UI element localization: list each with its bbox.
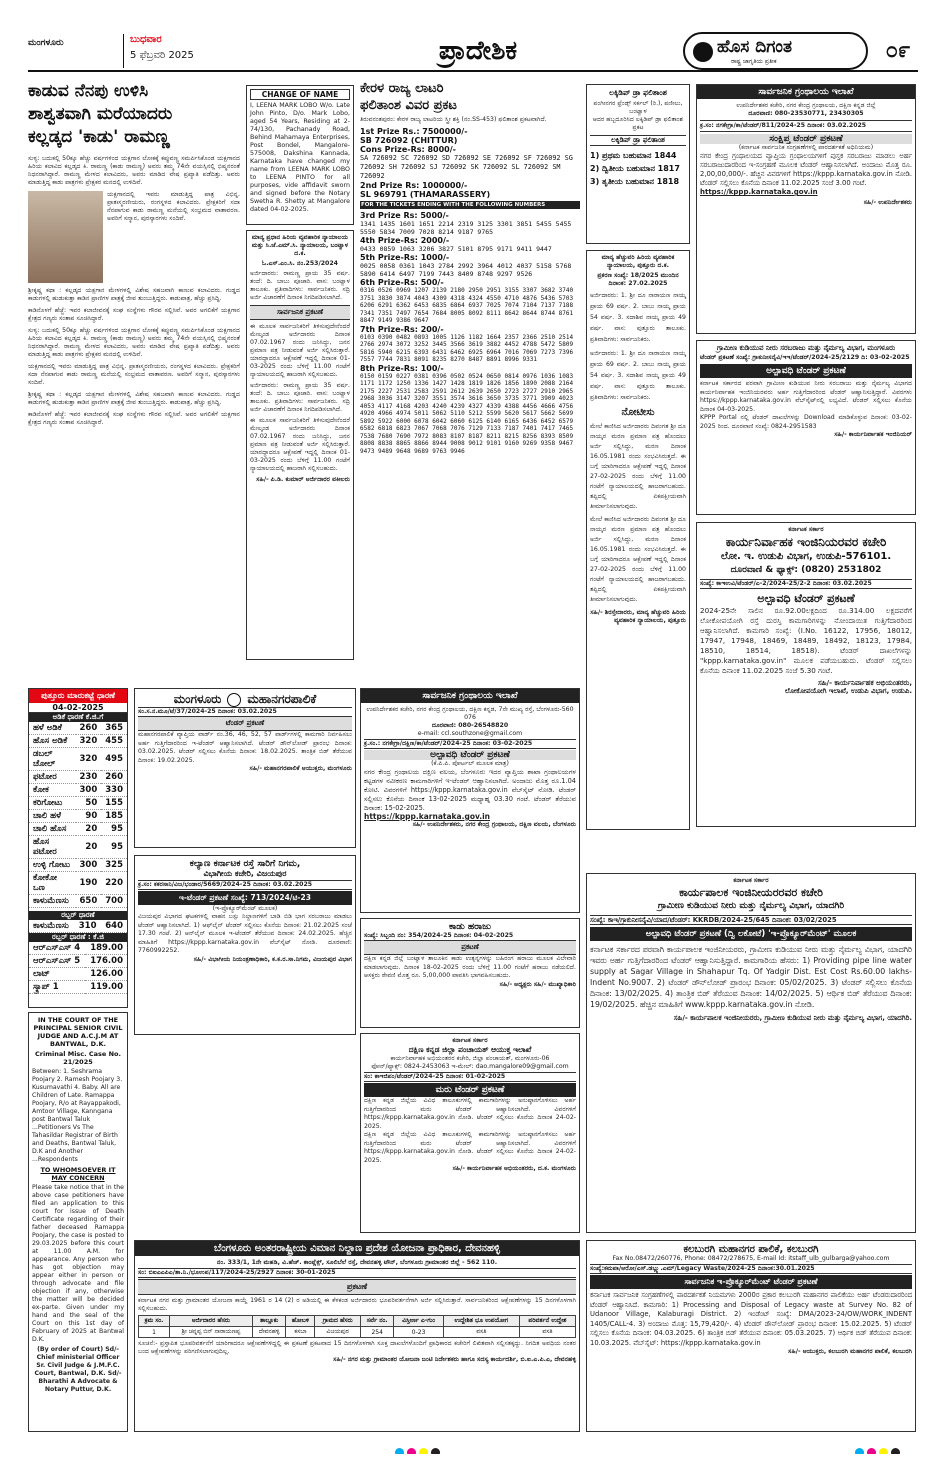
rubber-rate-row-cell: 310 [74, 920, 100, 933]
rate-row [29, 797, 127, 810]
mcc-tender-label: ಟೆಂಡರ್ ಪ್ರಕಟಣೆ [138, 716, 352, 731]
biaapa-header-cell: ತಾಲ್ಲೂಕು [252, 1316, 286, 1327]
library-ref: ಕ್ರ.ಸಂ: ನಗಕೇಗ್ರಾ/ಕಾ/ಟೆಂಡರ್/811/2024-25 ದಿನಾಂಕ: 03.02.2025 [700, 120, 912, 132]
lucky-note: ಆದರ ಹಬ್ಬದೂರಿಸಿದ ಲಕ್ಕಿಡಿಪ್ ಡ್ರಾ ಫಲಿತಾಂಶ ಪ್ರಕಟ [592, 116, 684, 131]
lucky-dip-result [586, 84, 690, 244]
magenta-dot [407, 1448, 416, 1454]
biaapa-body2: ಸೂಚನೆ:- ಪ್ರಸ್ತಾಪಿತ ಭೂಪರಿವರ್ತನೆಗೆ ಯಾರಿಗಾದರೂ ಆಕ್ಷೇಪಣೆಗಳಿದ್ದಲ್ಲಿ ಈ ಪ್ರಕಟಣೆ ಪ್ರಕಟವಾದ 15 ದಿನಗಳೊಳಗಾಗಿ ಸೂಕ್ತ ದಾಖಲೆಗಳೊಂದಿಗೆ ಪ್ರಾಧಿಕಾರದ ಕಚೇರಿಗೆ ಲಿಖಿತವಾಗಿ ಸಲ್ಲಿಸತಕ್ಕದ್ದು. ನಿಗದಿತ ಅವಧಿಯ ನಂತರ ಬಂದ ಆಕ್ಷೇಪಣೆಗಳನ್ನು ಪರಿಗಣಿಸಲಾಗುವುದಿಲ್ಲ. [138, 1340, 576, 1355]
lucky-title: ಲಕ್ಕಿಡಿಪ್ ಡ್ರಾ ಫಲಿತಾಂಶ [609, 88, 667, 97]
lead-body-1: ಸುಳ್ಯ: ಬದುಕಲ್ಲಿ 50ಕ್ಕೂ ಹೆಚ್ಚು ವರ್ಷಗಳಿಂದ ಯಕ್ಷಗಾನ ಲೋಕಕ್ಕೆ ಕಪ್ಪುವಣ್ಣ ಸಮರ್ಪಿಸಿಕೊಂಡ ಯಕ್ಷಗಾನದ ಹಿರಿಯ ಕಲಾವಿದ ಕಲ್ಲಡ್ಕದ ಕಿ. ರಾಮಣ್ಣ (ಕಾಡು ರಾಮಣ್ಣ) ಅವರು ತಮ್ಮ 74ನೇ ವಯಸ್ಸಿನಲ್ಲಿ ಭಿಷ್ಮನರಂತೆ ನಿಧನರಾಗಿದ್ದಾರೆ. ರಾಮಣ್ಣ ಮೇಳದ ಕಲಾವಿದರು, ಅವರು ಮಾಡಿದ ವೇಷ ಪ್ರಖ್ಯಾತಿ ಪಡೆದಿತ್ತು. ಅವರು ಮಾಡುತ್ತಿದ್ದ ಕಾಡು ಪಾತ್ರಗಳು ಪ್ರೇಕ್ಷಕರ ಮನದಲ್ಲಿ ಉಳಿದಿವೆ. [28, 155, 240, 186]
cyan-dot [395, 1448, 404, 1454]
mcc-ref: ಸಂ.ಸ.ನ.ಮೂ/ಟೆ/37/2024-25 ದಿನಾಂಕ: 03.02.2025 [138, 708, 277, 715]
court2-notice-body: ಮೇಲೆ ಕಾಣಿಸಿದ ಅರ್ಜಿದಾರರು ದಿವಂಗತ ಶ್ರೀ ದೂ ನಾಯ್ಕರ ಮರಣ ಪ್ರಮಾಣ ಪತ್ರ ಹೊಂದಲು ಅರ್ಜಿ ಸಲ್ಲಿಸಿದ್ದು, ಮರಣ ದಿನಾಂಕ 16.05.1981 ರಂದು ಸಂಭವಿಸಿರುತ್ತದೆ. ಈ ಬಗ್ಗೆ ಯಾರಿಗಾದರೂ ಆಕ್ಷೇಪಣೆ ಇದ್ದಲ್ಲಿ ದಿನಾಂಕ 27-02-2025 ರಂದು ಬೆಳಿಗ್ಗೆ 11.00 ಗಂಟೆಗೆ ನ್ಯಾಯಾಲಯದಲ್ಲಿ ಹಾಜರಾಗಬಹುದು. ತಪ್ಪಿದಲ್ಲಿ ಏಕಪಕ್ಷೀಯವಾಗಿ ತೀರ್ಮಾನಿಸಲಾಗುವುದು. [590, 423, 686, 510]
rubber-rate-row-cell: 640 [101, 920, 127, 933]
biaapa-cell: 1 [139, 1327, 170, 1338]
court-notice-english [28, 1012, 128, 1432]
library2-addr: ಉಪನಿರ್ದೇಶಕರ ಕಚೇರಿ, ನಗರ ಕೇಂದ್ರ ಗ್ರಂಥಾಲಯ, ದಕ್ಷಿಣ ಕನ್ನಡ, 7ನೇ ಮುಖ್ಯ ರಸ್ತೆ, ಬೆಂಗಳೂರು-560 076 [366, 706, 574, 721]
yellow-dot [879, 1448, 888, 1454]
udupi-sign: ಸಹಿ/- ಕಾರ್ಯನಿರ್ವಾಹಕ ಅಭಿಯಂತರರು, [817, 679, 912, 687]
rate-row [29, 771, 127, 784]
rate-row [29, 784, 127, 797]
rate-row-cell: 220 [101, 872, 127, 895]
lottery-sixth-nos: 0316 0526 0969 1207 2139 2180 2950 2951 3155 3307 3682 3740 3751 3830 3874 4043 4309 4318 4324 4550 4710 4876 5436 5703 6206 6291 6362 6453 6835 6864 6937 7025 7074 7104 7137 7188 7341 7351 7497 7654 7684 8005 8092 8111 8642 8644 8744 8761 8847 9149 9386 9647 [360, 287, 574, 324]
rate-row-cell: ಕಾಳುಮೆಣಸು [29, 895, 76, 908]
lottery-cons-nos: SA 726092 SC 726092 SD 726092 SE 726092 SF 726092 SG 726092 SH 726092 SJ 726092 SK 726092 SL 726092 SM 726092 [360, 154, 573, 180]
mcc-emblem-icon [227, 693, 241, 707]
biaapa-notice-label: ಪ್ರಕಟಣೆ [138, 1279, 576, 1295]
rate-row-cell: ಫಟೋರ [29, 771, 76, 784]
court-notice-bantwal [246, 230, 354, 660]
rubber-rate-row [29, 920, 127, 933]
biaapa-header-cell: ಉದ್ದೇಶಿತ ಭೂ ಉಪಯೋಗ [443, 1316, 519, 1327]
court-notice-puttur [586, 250, 690, 830]
library2-dept: ಸಾರ್ವಜನಿಕ ಗ್ರಂಥಾಲಯ ಇಲಾಖೆ [361, 689, 579, 703]
rate-row-cell: 260 [101, 771, 127, 784]
header-day: ಬುಧವಾರ [130, 34, 162, 45]
rate-row-cell: ಹೊಸ ಪಟೋರ [29, 836, 76, 859]
rate-row [29, 872, 127, 895]
lottery-first-no: SB 726092 (CHITTUR) [360, 136, 458, 145]
biaapa-header-cell: ಗ್ರಾಮದ ಹೆಸರು [315, 1316, 360, 1327]
magenta-dot [867, 1448, 876, 1454]
village-title: ಅಲ್ಪಾವಧಿ ಟೆಂಡರ್ ಪ್ರಕಟಣೆ [700, 364, 912, 378]
biaapa-header-cell: ವಿಸ್ತೀರ್ಣ ಎ-ಗುಂ [394, 1316, 443, 1327]
court-notice-sign: ಸಹಿ/- ಪಿ.ಡಿ. ಕುಮಾರ್ ಅರ್ಜಿದಾರರ ವಕೀಲರು [256, 476, 350, 483]
change-of-name-body: I, LEENA MARK LOBO W/o. Late John Pinto, D/o. Mark Lobo, aged 54 Years, Residing at 2-74/130, Pachanady Road, Behind Mahamaya Enterprises, Post Bondel, Mangalore-575008, Dakshina Kannada, Karnataka have changed my name from LEENA MARK LOBO to LEENA PINTO for all purposes, vide affidavit sworn and signed before the Notary Swetha R. Shetty at Mangalore dated 04-02-2025. [250, 102, 350, 213]
lottery-sixth: 6th Prize-Rs: 500/- [360, 278, 444, 287]
registration-colorbar-right [855, 1442, 915, 1454]
court2-sign: ಸಹಿ/- ಶಿರಸ್ತೇದಾರರು, ಮಾನ್ಯ ಹೆಚ್ಚುವರಿ ಹಿರಿಯ ವ್ಯವಹಾರಿಕ ನ್ಯಾಯಾಲಯ, ಪುತ್ತೂರು [590, 609, 686, 624]
change-of-name-title: CHANGE OF NAME [250, 89, 350, 100]
rate-row-cell: 185 [101, 810, 127, 823]
kalaburagi-contact: Fax No.08472/260776, Phone: 08472/278675, E-mail Id: itstaff_ulb_gulbarga@yahoo.com [612, 1255, 890, 1262]
rubber-sub: ರಬ್ಬರ್ ಧಾರಣೆ : ಕೆ.ಜಿ [29, 933, 127, 942]
biaapa-header-cell: ಹೋಬಳಿ [286, 1316, 315, 1327]
village-kppp: KPPP Portal ನಲ್ಲಿ ಟೆಂಡರ್ ದಾಖಲೆಗಳನ್ನು Download ಮಾಡಿಕೊಳ್ಳುವ ದಿನಾಂಕ: 03-02-2025 ರಿಂದ. ದೂರವಾಣಿ ಸಂಖ್ಯೆ: 0824-2951583 [700, 414, 912, 430]
rate-row-cell: ಕೋಕ [29, 784, 76, 797]
rate-row-cell: ಡಬಲ್ ಚೋಲ್ [29, 748, 76, 771]
auction-body: ದಕ್ಷಿಣ ಕನ್ನಡ ಜಿಲ್ಲೆ ಬಂಟ್ವಾಳ ತಾಲೂಕಿನ ಕಾಡು ಉತ್ಪನ್ನಗಳನ್ನು ಬಹಿರಂಗ ಹರಾಜು ಮೂಲಕ ವಿಲೇವಾರಿ ಮಾಡಲಾಗುವುದು. ದಿನಾಂಕ 18-02-2025 ರಂದು ಬೆಳಿಗ್ಗೆ 11.00 ಗಂಟೆಗೆ ಹರಾಜು ನಡೆಯಲಿದೆ. ಆಸಕ್ತರು ಠೇವಣಿ ಮೊತ್ತ ರೂ. 5,00,000 ಪಾವತಿಸಿ ಭಾಗವಹಿಸಬಹುದು. [364, 955, 576, 979]
brand-logo-icon [693, 42, 713, 62]
biaapa-cell: ವಿಜಯಪುರ [315, 1327, 360, 1338]
rate-row-cell: 300 [76, 784, 102, 797]
rate-row-cell: 260 [76, 722, 102, 735]
village-body: ಕರ್ನಾಟಕ ಸರ್ಕಾರದ ಪರವಾಗಿ ಗ್ರಾಮೀಣ ಕುಡಿಯುವ ನೀರು ಸರಬರಾಜು ಮತ್ತು ನೈರ್ಮಲ್ಯ ವಿಭಾಗದ ಕಾರ್ಯನಿರ್ವಾಹಕ ಇಂಜಿನಿಯರವರು ಅರ್ಹ ಗುತ್ತಿಗೆದಾರರಿಂದ ಟೆಂಡರ್ ಆಹ್ವಾನಿಸುತ್ತಿದ್ದಾರೆ. ವಿವರಗಳು https://kppp.karnataka.gov.in ವೆಬ್‌ಸೈಟ್‌ನಲ್ಲಿ ಲಭ್ಯವಿದೆ. ಟೆಂಡರ್ ಸಲ್ಲಿಸಲು ಕೊನೆಯ ದಿನಾಂಕ 04-03-2025. [700, 380, 912, 413]
rate-row-cell: 650 [76, 895, 102, 908]
auction-title: ಕಾಡು ಹರಾಜು [448, 922, 492, 932]
biaapa-body: ಕರ್ನಾಟಕ ನಗರ ಮತ್ತು ಗ್ರಾಮಾಂತರ ಯೋಜನಾ ಕಾಯ್ದೆ 1961 ರ 14 (2) ರ ಅಡಿಯಲ್ಲಿ ಈ ಕೆಳಕಂಡ ಅರ್ಜಿದಾರರು ಭೂಪರಿವರ್ತನೆಗಾಗಿ ಅರ್ಜಿ ಸಲ್ಲಿಸಿರುತ್ತಾರೆ. ಸಾರ್ವಜನಿಕರಿಂದ ಆಕ್ಷೇಪಣೆಗಳನ್ನು 15 ದಿನಗಳೊಳಗಾಗಿ ಸಲ್ಲಿಸಬಹುದು. [138, 1297, 576, 1312]
biaapa-cell: ವಸತಿ [519, 1327, 575, 1338]
rubber-row-table [29, 920, 127, 933]
zp-body: ದಕ್ಷಿಣ ಕನ್ನಡ ಜಿಲ್ಲೆಯ ವಿವಿಧ ತಾಲೂಕುಗಳಲ್ಲಿ ಕಾಮಗಾರಿಗಳನ್ನು ಅನುಷ್ಠಾನಗೊಳಿಸಲು ಅರ್ಹ ಗುತ್ತಿಗೆದಾರರಿಂದ ಮರು ಟೆಂಡರ್ ಆಹ್ವಾನಿಸಲಾಗಿದೆ. ವಿವರಗಳಿಗೆ https://kppp.karnataka.gov.in ನೋಡಿ. ಟೆಂಡರ್ ಸಲ್ಲಿಸಲು ಕೊನೆಯ ದಿನಾಂಕ 24-02-2025. [364, 1097, 576, 1130]
rate-row-cell: ಚಾಲಿ ಹೊಸ [29, 823, 76, 836]
rate-row-cell: 95 [101, 836, 127, 859]
mcc-title: ಮಹಾನಗರಪಾಲಿಕೆ [247, 692, 317, 706]
biaapa-addr: ನಂ. 333/1, 1ನೇ ಮಹಡಿ, ವಿ.ಹೆಚ್. ಕಾಂಪ್ಲೆಕ್ಸ್, ಸೂಲಿಬೆಲೆ ರಸ್ತೆ, ದೇವನಹಳ್ಳಿ ಟೌನ್, ಬೆಂಗಳೂರು ಗ್ರಾಮಾಂತರ ಜಿಲ್ಲೆ - 562 110. [216, 1259, 498, 1266]
biaapa-table [138, 1315, 576, 1338]
library-dept: ಸಾರ್ವಜನಿಕ ಗ್ರಂಥಾಲಯ ಇಲಾಖೆ [697, 85, 915, 99]
change-of-name-notice [246, 85, 354, 225]
rubber-row [29, 981, 127, 994]
kalaburagi-sign: ಸಹಿ/- ಆಯುಕ್ತರು, ಕಲಬುರಗಿ ಮಹಾನಗರ ಪಾಲಿಕೆ, ಕಲಬುರಗಿ [788, 1348, 912, 1355]
library-sign: ಸಹಿ/- ಉಪನಿರ್ದೇಶಕರು [863, 199, 912, 206]
zp-addr: ಕಾರ್ಯನಿರ್ವಾಹಕ ಅಭಿಯಂತರರ ಕಚೇರಿ, ಜಿಲ್ಲಾ ಪಂಚಾಯತ್, ಮಂಗಳೂರು-06 [390, 1055, 550, 1062]
library2-sign: ಸಹಿ/- ಉಪನಿರ್ದೇಶಕರು, ನಗರ ಕೇಂದ್ರ ಗ್ರಂಥಾಲಯ, ದಕ್ಷಿಣ ವಲಯ, ಬೆಂಗಳೂರು [412, 821, 576, 828]
yellow-dot [419, 1448, 428, 1454]
yadgir-sub: ಗ್ರಾಮೀಣ ಕುಡಿಯುವ ನೀರು ಮತ್ತು ನೈರ್ಮಲ್ಯ ವಿಭಾಗ, ಯಾದಗಿರಿ [657, 901, 845, 911]
zp-dept: ದಕ್ಷಿಣ ಕನ್ನಡ ಜಿಲ್ಲಾ ಪಂಚಾಯತ್ ಆಯುಕ್ತ ಇಲಾಖೆ [408, 1045, 532, 1054]
biaapa-cell: 254 [360, 1327, 394, 1338]
village-dept: ಗ್ರಾಮೀಣ ಕುಡಿಯುವ ನೀರು ಸರಬರಾಜು ಮತ್ತು ನೈರ್ಮಲ್ಯ ವಿಭಾಗ, ಮಂಗಳೂರು [716, 344, 896, 352]
lead-body-3b: ಶ್ರೀಕೃಷ್ಣ ಕಥಾ : ಕಲ್ಲಡ್ಕದ ಯಕ್ಷಗಾನ ಮೇಳಗಳಲ್ಲಿ ವಿಶೇಷ ಸಹಜವಾಗಿ ಕಾಣುವ ಕಲಾವಿದರು. ಗುಡ್ಡದ ಕಾಡುಗಳಲ್ಲಿ ಹುಡುಕುತ್ತಾ ಕಾಡಿನ ಪ್ರಾಣಿಗಳ ಪಾತ್ರಕ್ಕೆ ಜೀವ ತುಂಬುತ್ತಿದ್ದರು. ಕಾಡುಪಾತ್ರ, ಹೆಚ್ಚು ಪ್ರಸಿದ್ಧಿ. [28, 391, 240, 406]
court2-body-2: ಅರ್ಜಿದಾರರು: 1. ಶ್ರೀ ದೂ ನಾರಾಯಣ ನಾಯ್ಕ ಪ್ರಾಯ 69 ವರ್ಷ. 2. ಬಾಬು ನಾಯ್ಕ ಪ್ರಾಯ 54 ವರ್ಷ. 3. ಸದಾಶಿವ ನಾಯ್ಕ ಪ್ರಾಯ 49 ವರ್ಷ. ವಾಸ: ಪುತ್ತೂರು ತಾಲೂಕು. ಪ್ರತಿವಾದಿಗಳು: ಸಾರ್ವಜನಿಕರು. [590, 350, 686, 401]
rubber-row [29, 942, 127, 955]
lottery-fifth-nos: 0025 0058 0361 1043 2784 2992 3964 4012 4037 5158 5768 5890 6414 6497 7199 7443 8409 8748 9297 9526 [360, 262, 572, 278]
court-notice-subbody: ಈ ಮೂಲಕ ಸಾರ್ವಜನಿಕರಿಗೆ ತಿಳಿಸುವುದೇನೆಂದರೆ ಮೇಲ್ಕಂಡ ಅರ್ಜಿದಾರರು ದಿನಾಂಕ 07.02.1967 ರಂದು ಜನಿಸಿದ್ದು, ಜನನ ಪ್ರಮಾಣ ಪತ್ರ ನೀಡುವಂತೆ ಅರ್ಜಿ ಸಲ್ಲಿಸಿರುತ್ತಾರೆ. ಯಾರದ್ದಾದರೂ ಆಕ್ಷೇಪಣೆ ಇದ್ದಲ್ಲಿ ದಿನಾಂಕ 01-03-2025 ರಂದು ಬೆಳಿಗ್ಗೆ 11.00 ಗಂಟೆಗೆ ನ್ಯಾಯಾಲಯದಲ್ಲಿ ಹಾಜರಾಗಿ ಸಲ್ಲಿಸಬಹುದು. [250, 323, 350, 378]
udupi-tender: ಅಲ್ಪಾವಧಿ ಟೆಂಡರ್ ಪ್ರಕಟಣೆ [757, 592, 855, 605]
kkrtc-title: ಕಲ್ಯಾಣ ಕರ್ನಾಟಕ ರಸ್ತೆ ಸಾರಿಗೆ ನಿಗಮ, [189, 859, 301, 869]
registration-colorbar-left [395, 1442, 455, 1454]
mcc-tender [134, 688, 356, 848]
rubber-row [29, 968, 127, 981]
court3-body2: Please take notice that in the above case petitioners have filed an application to this court for issue of Death Certificate regarding of their father deceased Ramappa Poojary, the case is posted to 29.03.2025 before this court at 11.00 A.M. for appearance. Any person who has got objection may appear either in person or through advocate and file objection if any, otherwise the matter will be decided ex-parte. Given under my hand and the seal of the Court on this 1st day of February of 2025 at Bantwal D.K. [32, 1184, 124, 1343]
rubber-row-cell: ಸ್ಕ್ರಾಪ್ 1 [29, 981, 85, 994]
rate-row [29, 810, 127, 823]
rate-row-cell: 190 [76, 872, 102, 895]
lead-headline-2: ಶಾಶ್ವತವಾಗಿ ಮರೆಯಾದರು [28, 104, 173, 124]
rubber-row-cell: 126.00 [85, 968, 127, 981]
lottery-seventh-nos: 0103 0390 0482 0893 1005 1126 1182 1664 2357 2366 2510 2514 2766 2974 3072 3252 3445 3566 3619 3882 4452 4788 5472 5809 5816 5940 6215 6393 6431 6462 6925 6964 7016 7069 7273 7396 7557 7744 7831 8091 8235 8270 8487 8891 8996 9331 [360, 333, 574, 363]
udupi-gov: ಕರ್ನಾಟಕ ಸರ್ಕಾರ [788, 526, 824, 533]
rubber-row-cell: ಆರ್‌ಎಸ್‌ಎಸ್ 4 [29, 942, 85, 955]
lottery-title-1: ಕೇರಳ ರಾಜ್ಯ ಲಾಟರಿ [360, 81, 444, 96]
water-supply-tender [696, 340, 916, 515]
library-sub: (ಕರ್ನಾಟಕ ಸಾರ್ವಜನಿಕ ಸಂಗ್ರಹಣೆಗಳಲ್ಲಿ ಪಾರದರ್ಶಕತೆ ಅಧಿನಿಯಮ) [738, 144, 874, 151]
rubber-table [29, 942, 127, 994]
lead-body-4: ಕಾಡಿನೊಳಗೆ ಹೆಜ್ಜೆ: ಇವರ ಕಲಾಜೀವನಕ್ಕೆ ಸಂಘ ಸಂಸ್ಥೆಗಳು ಗೌರವ ಸಲ್ಲಿಸಿವೆ. ಅವರ ಅಗಲಿಕೆಗೆ ಯಕ್ಷಗಾನ ಕ್ಷೇತ್ರದ ಗಣ್ಯರು ಸಂತಾಪ ಸೂಚಿಸಿದ್ದಾರೆ. [28, 307, 240, 322]
library2-phone: ದೂರವಾಣಿ: 080-26548820 [431, 722, 509, 729]
kalaburagi-title: ಕಲಬುರಗಿ ಮಹಾನಗರ ಪಾಲಿಕೆ, ಕಲಬುರಗಿ [683, 1244, 819, 1255]
lead-headline-3: ಕಲ್ಲಡ್ಕದ 'ಕಾಡು' ರಾಮಣ್ಣ [28, 127, 170, 147]
header-divider [123, 34, 124, 68]
rate-row [29, 823, 127, 836]
rate-row [29, 836, 127, 859]
biaapa-ref: ಸಂ: ಬಿಐಎಎಪಿಎ/ತಾ.ನಿ./ಭೂಉಪ/117/2024-25/2927 ದಿನಾಂಕ: 30-01-2025 [138, 1268, 576, 1278]
zp-phone: ಫೋನ್/ಫ್ಯಾಕ್ಸ್: 0824-2453063 ಇ-ಮೇಲ್: dao.mangalore09@gmail.com [371, 1063, 569, 1070]
rate-row [29, 859, 127, 872]
library2-email: e-mail: ccl.southzone@gmail.com [417, 730, 523, 737]
rate-row-cell: ಕರಿಗೋಟು [29, 797, 76, 810]
lottery-second-no: SL 969791 (THAMARASSERY) [360, 190, 491, 199]
court3-heading: IN THE COURT OF THE PRINCIPAL SENIOR CIVIL JUDGE AND A.C.J.M AT BANTWAL, D.K. [33, 1016, 123, 1048]
court-notice-body-2: ಅರ್ಜಿದಾರರು: ರಾಮಣ್ಣ ಪ್ರಾಯ 35 ವರ್ಷ. ತಂದೆ: ದಿ. ಬಾಬು ಪೂಜಾರಿ. ವಾಸ: ಬಂಟ್ವಾಳ ತಾಲೂಕು. ಪ್ರತಿವಾದಿಗಳು: ಸಾರ್ವಜನಿಕರು. ಸದ್ರಿ ಅರ್ಜಿ ವಿಚಾರಣೆಗೆ ದಿನಾಂಕ ನಿಗದಿಪಡಿಸಲಾಗಿದೆ. [250, 382, 350, 413]
rate-row [29, 748, 127, 771]
village-ref: ಟೆಂಡರ್ ಪ್ರಕಟಣೆ ಸಂಖ್ಯೆ: ಗ್ರಾಕುನೀಸನೈವಿ/ಇಇ/ಟೆಂಡರ್/2024-25/2129 ದಿ: 03-02-2025 [700, 354, 910, 361]
court2-body: ಅರ್ಜಿದಾರರು: 1. ಶ್ರೀ ದೂ ನಾರಾಯಣ ನಾಯ್ಕ ಪ್ರಾಯ 69 ವರ್ಷ. 2. ಬಾಬು ನಾಯ್ಕ ಪ್ರಾಯ 54 ವರ್ಷ. 3. ಸದಾಶಿವ ನಾಯ್ಕ ಪ್ರಾಯ 49 ವರ್ಷ. ವಾಸ: ಪುತ್ತೂರು ತಾಲೂಕು. ಪ್ರತಿವಾದಿಗಳು: ಸಾರ್ವಜನಿಕರು. [590, 292, 686, 343]
lottery-eighth: 8th Prize-Rs: 100/- [360, 363, 444, 373]
yadgir-gov: ಕರ್ನಾಟಕ ಸರ್ಕಾರ [733, 877, 769, 884]
auction-sub: ಪ್ರಕಟಣೆ [364, 940, 576, 955]
lottery-intro: ತಿರುವನಂತಪುರಂ: ಕೇರಳ ರಾಜ್ಯ ಲಾಟರಿಯ ಸ್ತ್ರೀ ಶಕ್ತಿ (ನಂ.SS-453) ಫಲಿತಾಂಶ ಪ್ರಕಟವಾಗಿದೆ. [360, 116, 547, 123]
library2-sub: (ಕೆ.ಪಿ.ಪಿ. ಪೋರ್ಟಲ್ ಮೂಲಕ ಮಾತ್ರ) [431, 760, 509, 767]
mcc-body: ಮಹಾನಗರಪಾಲಿಕೆ ವ್ಯಾಪ್ತಿಯ ವಾರ್ಡ್ ನಂ.36, 46, 52, 57 ವಾರ್ಡ್‌ಗಳಲ್ಲಿ ಕಾಮಗಾರಿ ನಿರ್ವಹಿಸಲು ಅರ್ಹ ಗುತ್ತಿಗೆದಾರರಿಂದ ಇ-ಟೆಂಡರ್ ಆಹ್ವಾನಿಸಲಾಗಿದೆ. ಟೆಂಡರ್ ಡೌನ್‌ಲೋಡ್ ಪ್ರಾರಂಭ ದಿನಾಂಕ: 03.02.2025. ಟೆಂಡರ್ ಸಲ್ಲಿಸಲು ಕೊನೆಯ ದಿನಾಂಕ: 18.02.2025. ತಾಂತ್ರಿಕ ಬಿಡ್ ತೆರೆಯುವ ದಿನಾಂಕ: 19.02.2025. [138, 731, 352, 764]
library-addr: ಉಪನಿರ್ದೇಶಕರ ಕಚೇರಿ, ನಗರ ಕೇಂದ್ರ ಗ್ರಂಥಾಲಯ, ದಕ್ಷಿಣ ಕನ್ನಡ ಜಿಲ್ಲೆ [736, 102, 876, 109]
zp-body-2: ದಕ್ಷಿಣ ಕನ್ನಡ ಜಿಲ್ಲೆಯ ವಿವಿಧ ತಾಲೂಕುಗಳಲ್ಲಿ ಕಾಮಗಾರಿಗಳನ್ನು ಅನುಷ್ಠಾನಗೊಳಿಸಲು ಅರ್ಹ ಗುತ್ತಿಗೆದಾರರಿಂದ ಮರು ಟೆಂಡರ್ ಆಹ್ವಾನಿಸಲಾಗಿದೆ. ವಿವರಗಳಿಗೆ https://kppp.karnataka.gov.in ನೋಡಿ. ಟೆಂಡರ್ ಸಲ್ಲಿಸಲು ಕೊನೆಯ ದಿನಾಂಕ 24-02-2025. [364, 1131, 576, 1164]
page-number: ೦೯ [885, 38, 911, 63]
rate-row [29, 722, 127, 735]
lead-story [28, 80, 240, 675]
rate-row-cell: 155 [101, 797, 127, 810]
mcc-city: ಮಂಗಳೂರು [173, 692, 222, 706]
rate-row-cell: 325 [101, 859, 127, 872]
zilla-panchayat-tender [360, 1033, 580, 1233]
kalaburagi-body: ಕರ್ನಾಟಕ ಸಾರ್ವಜನಿಕ ಸಂಗ್ರಹಣೆಗಳಲ್ಲಿ ಪಾರದರ್ಶಕತೆ ನಿಯಮಗಳು 2000ರ ಪ್ರಕಾರ ಕಲಬುರಗಿ ಮಹಾನಗರ ಪಾಲಿಕೆಯು ಅರ್ಹ ಟೆಂಡರುದಾರರಿಂದ ಟೆಂಡರ್ ಆಹ್ವಾನಿಸಿದೆ. ಕಾಮಗಾರಿ: 1) Processing and Disposal of Legacy waste at Survey No. 82 of Udanoor Village, Kalaburagi District. 2) ಇಂಡೆಂಟ್ ಸಂಖ್ಯೆ: DMA/2023-24/OW/WORK_INDENT 1405/CALL-4. 3) ಅಂದಾಜು ಮೊತ್ತ: 15,79,420/-. 4) ಟೆಂಡರ್ ಡೌನ್‌ಲೋಡ್ ಪ್ರಾರಂಭ ದಿನಾಂಕ: 15.02.2025. 5) ಟೆಂಡರ್ ಸಲ್ಲಿಸಲು ಕೊನೆಯ ದಿನಾಂಕ: 04.03.2025. 6) ತಾಂತ್ರಿಕ ಬಿಡ್ ತೆರೆಯುವ ದಿನಾಂಕ: 05.03.2025. 7) ಆರ್ಥಿಕ ಬಿಡ್ ತೆರೆಯುವ ದಿನಾಂಕ: 10.03.2025. ವೆಬ್‌ಸೈಟ್: https://kppp.karnataka.gov.in [590, 1291, 912, 1347]
rubber-row-cell: ಲಾಟ್ [29, 968, 85, 981]
library-body: ನಗರ ಕೇಂದ್ರ ಗ್ರಂಥಾಲಯದ ವ್ಯಾಪ್ತಿಯ ಗ್ರಂಥಾಲಯಗಳಿಗೆ ಪುಸ್ತಕ ಸರಬರಾಜು ಮಾಡಲು ಅರ್ಹ ಸರಬರಾಜುದಾರರಿಂದ ಇ-ಸಂಗ್ರಹಣೆ ಮೂಲಕ ಟೆಂಡರ್ ಆಹ್ವಾನಿಸಲಾಗಿದೆ. ಅಂದಾಜು ಮೊತ್ತ ರೂ. 2,00,00,000/-. ಹೆಚ್ಚಿನ ವಿವರಗಳಿಗೆ https://kppp.karnataka.gov.in ನೋಡಿ. ಟೆಂಡರ್ ಸಲ್ಲಿಸಲು ಕೊನೆಯ ದಿನಾಂಕ 11.02.2025 ಸಂಜೆ 3.00 ಗಂಟೆ. [700, 152, 912, 187]
rate-row-cell: ಉಳ್ಳಿ ಗೋಟು [29, 859, 76, 872]
biaapa-cell: ಕಸಬಾ [286, 1327, 315, 1338]
biaapa-header-cell: ಅರ್ಜಿದಾರರ ಹೆಸರು [170, 1316, 253, 1327]
mcc-sign: ಸಹಿ/- ಮಹಾನಗರಪಾಲಿಕೆ ಆಯುಕ್ತರು, ಮಂಗಳೂರು [249, 765, 352, 772]
kalaburagi-ref: ಸಂಖ್ಯೆ:ಕಮಪಾ/ಆರೋ/ಎಸ್.ಡಬ್ಲ್ಯು.ಎಮ್/Legacy Waste/2024-25 ದಿನಾಂಕ:30.01.2025 [590, 1264, 912, 1274]
court-notice-body: ಅರ್ಜಿದಾರರು: ರಾಮಣ್ಣ ಪ್ರಾಯ 35 ವರ್ಷ. ತಂದೆ: ದಿ. ಬಾಬು ಪೂಜಾರಿ. ವಾಸ: ಬಂಟ್ವಾಳ ತಾಲೂಕು. ಪ್ರತಿವಾದಿಗಳು: ಸಾರ್ವಜನಿಕರು. ಸದ್ರಿ ಅರ್ಜಿ ವಿಚಾರಣೆಗೆ ದಿನಾಂಕ ನಿಗದಿಪಡಿಸಲಾಗಿದೆ. [250, 270, 350, 301]
rate-row-cell: 230 [76, 771, 102, 784]
biaapa-cell: ದೇವನಹಳ್ಳಿ [252, 1327, 286, 1338]
biaapa-sign: ಸಹಿ/- ನಗರ ಮತ್ತು ಗ್ರಾಮಾಂತರ ಯೋಜನಾ ಜಂಟಿ ನಿರ್ದೇಶಕರು ಹಾಗೂ ಸದಸ್ಯ ಕಾರ್ಯದರ್ಶಿ, ಬಿ.ಐ.ಎ.ಪಿ.ಎ, ದೇವನಹಳ್ಳಿ [333, 1356, 576, 1363]
rubber-rate-row-cell: ಕಾಳುಮೆಣಸು [29, 920, 74, 933]
kalaburagi-tender [586, 1240, 916, 1432]
biaapa-notice [134, 1240, 580, 1432]
zp-title: ಮರು ಟೆಂಡರ್ ಪ್ರಕಟಣೆ [364, 1083, 576, 1097]
village-sign: ಸಹಿ/- ಕಾರ್ಯನಿರ್ವಾಹಕ ಇಂಜಿನಿಯರ್ [834, 431, 912, 438]
udupi-ref: ಸಂಖ್ಯೆ: ಕಾಇಉವಿ/ಟೆಂಡರ್/ಎ-2/2024-25/2-2 ದಿನಾಂಕ: 03.02.2025 [700, 579, 912, 589]
library2-title: ಅಲ್ಪಾವಧಿ ಟೆಂಡರ್ ಪ್ರಕಟಣೆ [364, 750, 576, 760]
brand-logo [683, 32, 868, 70]
yadgir-sign: ಸಹಿ/- ಕಾರ್ಯಪಾಲಕ ಇಂಜಿನೀಯರರು, ಗ್ರಾಮೀಣ ಕುಡಿಯುವ ನೀರು ಮತ್ತು ನೈರ್ಮಲ್ಯ ವಿಭಾಗ, ಯಾದಗಿರಿ. [673, 1014, 912, 1022]
rate-row-cell: 20 [76, 823, 102, 836]
udupi-phone: ದೂರವಾಣಿ & ಫ್ಯಾಕ್ಸ್: (0820) 2531802 [730, 565, 882, 575]
court-notice-subtitle: ಸಾರ್ವಜನಿಕ ಪ್ರಕಟಣೆ [250, 305, 350, 320]
lucky-prize-2: 2) ದ್ವಿತೀಯ ಬಹುಮಾನ 1817 [590, 164, 680, 173]
kalaburagi-tender-label: ಸಾರ್ವಜನಿಕ ಇ-ಪ್ರೊಕ್ಯೂರ್‌ಮೆಂಟ್ ಟೆಂಡರ್ ಪ್ರಕಟಣೆ [590, 1275, 912, 1289]
biaapa-header-cell: ಕ್ರಮ ಸಂ. [139, 1316, 170, 1327]
yadgir-body: ಕರ್ನಾಟಕ ಸರ್ಕಾರದ ಪರವಾಗಿ ಕಾರ್ಯಪಾಲಕ ಇಂಜಿನೀಯರರು, ಗ್ರಾಮೀಣ ಕುಡಿಯುವ ನೀರು ಮತ್ತು ನೈರ್ಮಲ್ಯ ವಿಭಾಗ, ಯಾದಗಿರಿ ಇವರು ಅರ್ಹ ಗುತ್ತಿಗೆದಾರರಿಂದ ಟೆಂಡರ್ ಆಹ್ವಾನಿಸುತ್ತಿದ್ದಾರೆ. ಕಾಮಗಾರಿಯ ಹೆಸರು: 1) Providing pipe line water supply at Sagar Village in Shahapur Tq. Of Yadgir Dist. Est Cost Rs.60.00 lakhs- Indent No.9007. 2) ಟೆಂಡರ್ ಡೌನ್‌ಲೋಡ್ ಪ್ರಾರಂಭ ದಿನಾಂಕ: 05/02/2025. 3) ಟೆಂಡರ್ ಸಲ್ಲಿಸಲು ಕೊನೆಯ ದಿನಾಂಕ: 13/02/2025. 4) ತಾಂತ್ರಿಕ ಬಿಡ್ ತೆರೆಯುವ ದಿನಾಂಕ: 14/02/2025. 5) ಆರ್ಥಿಕ ಬಿಡ್ ತೆರೆಯುವ ದಿನಾಂಕ: 19/02/2025. ಹೆಚ್ಚಿನ ಮಾಹಿತಿಗೆ www.kppp.karnataka.gov.in ನೋಡಿ. [590, 945, 912, 1009]
lead-body-3: ಶ್ರೀಕೃಷ್ಣ ಕಥಾ : ಕಲ್ಲಡ್ಕದ ಯಕ್ಷಗಾನ ಮೇಳಗಳಲ್ಲಿ ವಿಶೇಷ ಸಹಜವಾಗಿ ಕಾಣುವ ಕಲಾವಿದರು. ಗುಡ್ಡದ ಕಾಡುಗಳಲ್ಲಿ ಹುಡುಕುತ್ತಾ ಕಾಡಿನ ಪ್ರಾಣಿಗಳ ಪಾತ್ರಕ್ಕೆ ಜೀವ ತುಂಬುತ್ತಿದ್ದರು. ಕಾಡುಪಾತ್ರ, ಹೆಚ್ಚು ಪ್ರಸಿದ್ಧಿ. [28, 287, 240, 302]
auction-sign: ಸಹಿ/- ಅಧ್ಯಕ್ಷರು ಸಹಿ/- ಮುಖ್ಯಾಧಿಕಾರಿ [499, 980, 576, 988]
court3-sign: (By order of Court) Sd/- Chief ministerial Officer Sr. Civil Judge & J.M.F.C. Court, Bantwal, D.K. Sd/- Bharathi A Advocate & Notary Puttur, D.K. [34, 1346, 122, 1393]
lottery-fifth: 5th Prize-Rs: 1000/- [360, 253, 450, 262]
udupi-title: ಕಾರ್ಯನಿರ್ವಾಹಕ ಇಂಜಿನಿಯರವರ ಕಚೇರಿ [725, 535, 887, 549]
rate-row-cell: 330 [101, 784, 127, 797]
library2-link[interactable]: https://kppp.karnataka.gov.in [364, 812, 491, 821]
rate-row-cell: 90 [76, 810, 102, 823]
library2-body: ನಗರ ಕೇಂದ್ರ ಗ್ರಂಥಾಲಯ ದಕ್ಷಿಣ ವಲಯ, ಬೆಂಗಳೂರು ಇದರ ವ್ಯಾಪ್ತಿಯ ಶಾಖಾ ಗ್ರಂಥಾಲಯಗಳ ಕಟ್ಟಡಗಳ ನವೀಕರಣ ಕಾಮಗಾರಿಗಳಿಗೆ ಇ-ಟೆಂಡರ್ ಆಹ್ವಾನಿಸಲಾಗಿದೆ. ಅಂದಾಜು ಮೊತ್ತ ರೂ.1.04 ಕೋಟಿ. ವಿವರಗಳಿಗೆ https://kppp.karnataka.gov.in ವೆಬ್‌ಸೈಟ್ ನೋಡಿ. ಟೆಂಡರ್ ಸಲ್ಲಿಸಲು ಕೊನೆಯ ದಿನಾಂಕ 13-02-2025 ಮಧ್ಯಾಹ್ನ 03.30 ಗಂಟೆ. ಟೆಂಡರ್ ತೆರೆಯುವ ದಿನಾಂಕ: 15-02-2025. [364, 768, 576, 812]
court3-case: Criminal Misc. Case No. 21/2025 [35, 1050, 121, 1066]
rate-row-cell: ಕೋಕೋ ಒಣ [29, 872, 76, 895]
header-date: 5 ಫೆಬ್ರವರಿ 2025 [130, 50, 194, 61]
lead-body-4b: ಕಾಡಿನೊಳಗೆ ಹೆಜ್ಜೆ: ಇವರ ಕಲಾಜೀವನಕ್ಕೆ ಸಂಘ ಸಂಸ್ಥೆಗಳು ಗೌರವ ಸಲ್ಲಿಸಿವೆ. ಅವರ ಅಗಲಿಕೆಗೆ ಯಕ್ಷಗಾನ ಕ್ಷೇತ್ರದ ಗಣ್ಯರು ಸಂತಾಪ ಸೂಚಿಸಿದ್ದಾರೆ. [28, 411, 240, 426]
lucky-org: ಪಂಗೀನಗರ ಫ್ರೆಂಡ್ಸ್ ಸರ್ಕಲ್ (ರಿ.), ಪಣೀಲು, ಬಂಟ್ವಾಳ [593, 100, 683, 115]
biaapa-cell: ಶ್ರೀ ಚನ್ನಪ್ಪ ಬಿನ್ ನಾರಾಯಣಪ್ಪ [170, 1327, 253, 1338]
lottery-third: 3rd Prize Rs: 5000/- [360, 211, 449, 220]
library-south-tender [360, 688, 580, 913]
lottery-first: 1st Prize Rs.: 7500000/- [360, 127, 468, 136]
kkrtc-sub: ವಿಭಾಗೀಯ ಕಚೇರಿ, ವಿಜಯಪುರ [203, 869, 287, 878]
lottery-ending-note: FOR THE TICKETS ENDING WITH THE FOLLOWING NUMBERS [360, 201, 580, 209]
rubber-title: ರಬ್ಬರ್ ಧಾರಣೆ [29, 911, 127, 920]
auction-ref: ಸಂಖ್ಯೆ: ಸಿಬ್ಬಂದಿ ನಂ: 354/2024-25 ದಿನಾಂಕ: 04-02-2025 [364, 932, 514, 939]
kkrtc-sign: ಸಹಿ/- ವಿಭಾಗೀಯ ನಿಯಂತ್ರಣಾಧಿಕಾರಿ, ಕ.ಕ.ರ.ಸಾ.ನಿಗಮ, ವಿಜಯಪುರ ವಿಭಾಗ [193, 955, 352, 963]
yadgir-title: ಕಾರ್ಯಪಾಲಕ ಇಂಜಿನೀಯರರವರ ಕಚೇರಿ [679, 886, 823, 899]
biaapa-header-cell: ಸರ್ವೆ ನಂ. [360, 1316, 394, 1327]
lottery-fourth: 4th Prize-Rs: 2000/- [360, 236, 450, 245]
rates-date: 04-02-2025 [29, 703, 127, 713]
table-row [139, 1327, 576, 1338]
rate-row-cell: ಹೊಸ ಅಡಿಕೆ [29, 735, 76, 748]
rate-row-cell: 365 [101, 722, 127, 735]
biaapa-header-row [139, 1316, 576, 1327]
court-notice-subbody-2: ಈ ಮೂಲಕ ಸಾರ್ವಜನಿಕರಿಗೆ ತಿಳಿಸುವುದೇನೆಂದರೆ ಮೇಲ್ಕಂಡ ಅರ್ಜಿದಾರರು ದಿನಾಂಕ 07.02.1967 ರಂದು ಜನಿಸಿದ್ದು, ಜನನ ಪ್ರಮಾಣ ಪತ್ರ ನೀಡುವಂತೆ ಅರ್ಜಿ ಸಲ್ಲಿಸಿರುತ್ತಾರೆ. ಯಾರದ್ದಾದರೂ ಆಕ್ಷೇಪಣೆ ಇದ್ದಲ್ಲಿ ದಿನಾಂಕ 01-03-2025 ರಂದು ಬೆಳಿಗ್ಗೆ 11.00 ಗಂಟೆಗೆ ನ್ಯಾಯಾಲಯದಲ್ಲಿ ಹಾಜರಾಗಿ ಸಲ್ಲಿಸಬಹುದು. [250, 417, 350, 472]
biaapa-cell: ವಸತಿ [443, 1327, 519, 1338]
rate-row-cell: 700 [101, 895, 127, 908]
lottery-third-nos: 1341 1435 1601 1651 2214 2319 3125 3301 3851 5455 5455 5550 5834 7009 7028 8214 9187 9765 [360, 220, 572, 236]
rate-row-cell: 455 [101, 735, 127, 748]
rate-row-cell: ಚಾಲಿ ಹಳೆ [29, 810, 76, 823]
kkrtc-sub2: (ಇ-ಪ್ರೊಕ್ಯೂರ್‌ಮೆಂಟ್ ಮೂಲಕ) [212, 905, 278, 912]
header-city: ಮಂಗಳೂರು [28, 38, 64, 48]
lottery-cons: Cons Prize-Rs: 8000/- [360, 145, 456, 154]
udupi-body: 2024-25ನೇ ಸಾಲಿನ ರೂ.92.00ಲಕ್ಷದಿಂದ ರೂ.314.00 ಲಕ್ಷದವರೆಗೆ ಲೋಕೋಪಯೋಗಿ ರಸ್ತೆ ದುರಸ್ತಿ ಕಾಮಗಾರಿಗಳನ್ನು ನೋಂದಾಯಿತ ಗುತ್ತಿಗೆದಾರರಿಂದ ಆಹ್ವಾನಿಸಲಾಗಿದೆ. ಕಾಮಗಾರಿ ಸಂಖ್ಯೆ: (I.No. 16122, 17956, 18012, 17947, 17948, 18469, 18489, 18492, 18123, 17984, 18510, 18514, 18518). ಟೆಂಡರ್ ದಾಖಲೆಗಳನ್ನು "kppp.karnataka.gov.in" ಮೂಲಕ ಪಡೆಯಬಹುದು. ಟೆಂಡರ್ ಸಲ್ಲಿಸಲು ಕೊನೆಯ ದಿನಾಂಕ 11.02.2025 ಸಂಜೆ 5.30 ಗಂಟೆ. [700, 606, 912, 675]
court-notice-head: ಮಾನ್ಯ ಪ್ರಧಾನ ಹಿರಿಯ ವ್ಯವಹಾರಿಕ ನ್ಯಾಯಾಲಯ ಮತ್ತು ಸಿ.ಜೆ.ಎಮ್.ಸಿ. ನ್ಯಾಯಾಲಯ, ಬಂಟ್ವಾಳ ದ.ಕ. [251, 234, 349, 257]
lucky-sub: ಲಕ್ಕಿಡಿಪ್ ಡ್ರಾ ಫಲಿತಾಂಶ [590, 135, 686, 146]
rubber-row-cell: 189.00 [85, 942, 127, 955]
library-link[interactable]: https://kppp.karnataka.gov.in [700, 188, 818, 196]
court3-body: Between: 1. Seshrama Poojary 2. Ramesh Poojary 3. Kusumavathi 4. Baby. All are Children of Late. Ramappa Poojary, R/o at Rayappakodi, Amtoor Village, Kanngana post Bantwal Taluk ...Petitioners Vs The Tahasildar Registrar of Birth and Deaths, Bantwal Taluk, D.K and Another ...Respondents [32, 1068, 123, 1163]
zp-sign: ಸಹಿ/- ಕಾರ್ಯನಿರ್ವಾಹಕ ಅಭಿಯಂತರರು, ದ.ಕ. ಮಂಗಳೂರು [452, 1165, 576, 1172]
section-title: ಪ್ರಾದೇಶಿಕ [438, 36, 518, 66]
black-dot [431, 1448, 440, 1454]
court3-whom: TO WHOMSOEVER IT MAY CONCERN [40, 1166, 116, 1182]
kerala-lottery [360, 80, 580, 680]
rate-row [29, 735, 127, 748]
court2-head: ಮಾನ್ಯ ಹೆಚ್ಚುವರಿ ಹಿರಿಯ ವ್ಯವಹಾರಿಕ ನ್ಯಾಯಾಲಯ, ಪುತ್ತೂರು ದ.ಕ. [601, 254, 675, 269]
library2-ref: ಕ್ರ.ಸಂ.: ನಗಕೇಗ್ರಾ/ದಕ್ಷಿಣ/ಕಾ/ಟೆಂಡರ್/2024-25 ದಿನಾಂಕ: 03-02-2025 [364, 739, 576, 749]
lead-body-1b: ಸುಳ್ಯ: ಬದುಕಲ್ಲಿ 50ಕ್ಕೂ ಹೆಚ್ಚು ವರ್ಷಗಳಿಂದ ಯಕ್ಷಗಾನ ಲೋಕಕ್ಕೆ ಕಪ್ಪುವಣ್ಣ ಸಮರ್ಪಿಸಿಕೊಂಡ ಯಕ್ಷಗಾನದ ಹಿರಿಯ ಕಲಾವಿದ ಕಲ್ಲಡ್ಕದ ಕಿ. ರಾಮಣ್ಣ (ಕಾಡು ರಾಮಣ್ಣ) ಅವರು ತಮ್ಮ 74ನೇ ವಯಸ್ಸಿನಲ್ಲಿ ಭಿಷ್ಮನರಂತೆ ನಿಧನರಾಗಿದ್ದಾರೆ. ರಾಮಣ್ಣ ಮೇಳದ ಕಲಾವಿದರು, ಅವರು ಮಾಡಿದ ವೇಷ ಪ್ರಖ್ಯಾತಿ ಪಡೆದಿತ್ತು. ಅವರು ಮಾಡುತ್ತಿದ್ದ ಕಾಡು ಪಾತ್ರಗಳು ಪ್ರೇಕ್ಷಕರ ಮನದಲ್ಲಿ ಉಳಿದಿವೆ. [28, 327, 240, 358]
lead-photo [28, 191, 103, 283]
rate-row-cell: 320 [76, 748, 102, 771]
rubber-row-cell: 119.00 [85, 981, 127, 994]
black-dot [891, 1448, 900, 1454]
library-tender-notice [696, 84, 916, 334]
lottery-seventh: 7th Prize-Rs: 200/- [360, 324, 444, 334]
court2-notice-body-2: ಮೇಲೆ ಕಾಣಿಸಿದ ಅರ್ಜಿದಾರರು ದಿವಂಗತ ಶ್ರೀ ದೂ ನಾಯ್ಕರ ಮರಣ ಪ್ರಮಾಣ ಪತ್ರ ಹೊಂದಲು ಅರ್ಜಿ ಸಲ್ಲಿಸಿದ್ದು, ಮರಣ ದಿನಾಂಕ 16.05.1981 ರಂದು ಸಂಭವಿಸಿರುತ್ತದೆ. ಈ ಬಗ್ಗೆ ಯಾರಿಗಾದರೂ ಆಕ್ಷೇಪಣೆ ಇದ್ದಲ್ಲಿ ದಿನಾಂಕ 27-02-2025 ರಂದು ಬೆಳಿಗ್ಗೆ 11.00 ಗಂಟೆಗೆ ನ್ಯಾಯಾಲಯದಲ್ಲಿ ಹಾಜರಾಗಬಹುದು. ತಪ್ಪಿದಲ್ಲಿ ಏಕಪಕ್ಷೀಯವಾಗಿ ತೀರ್ಮಾನಿಸಲಾಗುವುದು. [590, 516, 686, 603]
library-phone: ದೂರವಾಣಿ: 080-23530771, 23430305 [748, 110, 864, 117]
kkrtc-tender [134, 855, 356, 1035]
cyan-dot [855, 1448, 864, 1454]
udupi-sign-2: ಲೋಕೋಪಯೋಗಿ ಇಲಾಖೆ, ಉಡುಪಿ ವಿಭಾಗ, ಉಡುಪಿ. [784, 687, 912, 695]
rate-row-cell: 20 [76, 836, 102, 859]
court2-notice-title: ನೋಟೀಸು [621, 407, 655, 418]
library-title: ಸಂಕ್ಷಿಪ್ತ ಟೆಂಡರ್ ಪ್ರಕಟಣೆ [700, 134, 912, 144]
rate-row-cell: 300 [76, 859, 102, 872]
lottery-eighth-nos: 0150 0159 0227 0381 0396 0502 0524 0650 0814 0976 1036 1083 1171 1172 1250 1336 1427 1428 1819 1826 1856 1890 2088 2164 2175 2227 2531 2583 2591 2612 2639 2650 2723 2727 2910 2965 2968 3036 3147 3207 3551 3574 3616 3650 3735 3771 3909 4023 4053 4117 4168 4203 4240 4239 4327 4339 4388 4456 4666 4756 4920 4966 4974 5011 5062 5110 5212 5599 5620 5617 5662 5699 5892 5922 6000 6078 6042 6060 6125 6140 6165 6436 6452 6579 6582 6818 6823 7067 7068 7076 7129 7133 7187 7401 7417 7465 7538 7680 7690 7972 8083 8107 8187 8211 8215 8256 8393 8509 8808 8838 8865 8866 8944 9008 9012 9101 9160 9269 9358 9467 9473 9489 9648 9689 9763 9946 [360, 372, 574, 455]
rubber-row-cell: ಆರ್‌ಎಸ್‌ಎಸ್ 5 [29, 955, 85, 968]
biaapa-title: ಬೆಂಗಳೂರು ಅಂತರರಾಷ್ಟ್ರೀಯ ವಿಮಾನ ನಿಲ್ದಾಣ ಪ್ರದೇಶ ಯೋಜನಾ ಪ್ರಾಧಿಕಾರ, ದೇವನಹಳ್ಳಿ [135, 1241, 579, 1256]
rate-row-cell: ಹಳೆ ಅಡಿಕೆ [29, 722, 76, 735]
kkrtc-tender-label: ಇ-ಟೆಂಡರ್ ಪ್ರಕಟಣೆ ಸಂಖ್ಯೆ: 713/2024/ಟಿ-23 [138, 891, 352, 905]
yadgir-tender-label: ಅಲ್ಪಾವಧಿ ಟೆಂಡರ್ ಪ್ರಕಟಣೆ (ದ್ವಿ ಲಕೋಟೆ) 'ಇ-ಪ್ರೊಕ್ಯೂರ್‌ಮೆಂಟ್' ಮೂಲಕ [590, 927, 912, 941]
udupi-pwd-tender [696, 522, 916, 827]
kkrtc-ref: ಕ್ರ.ಸಂ: ಕಕರಸಾನಿ/ವಿಜ/ಭಂಡಾರ/5669/2024-25 ದಿನಾಂಕ: 03.02.2025 [138, 880, 352, 890]
market-rates [28, 688, 128, 1008]
rates-sub: ಅಡಿಕೆ ಧಾರಣೆ ಕೆ.ಜಿ.ಗೆ [29, 713, 127, 722]
rates-table [29, 722, 127, 908]
rubber-row [29, 955, 127, 968]
rate-row-cell: 320 [76, 735, 102, 748]
rubber-row-cell: 176.00 [85, 955, 127, 968]
rate-row-cell: 495 [101, 748, 127, 771]
page-header [28, 32, 918, 72]
lucky-prize-1: 1) ಪ್ರಥಮ ಬಹುಮಾನ 1844 [590, 151, 677, 160]
lottery-fourth-nos: 0433 0859 1063 3206 3827 5101 8795 9171 9411 9447 [360, 245, 552, 253]
zp-gov: ಕರ್ನಾಟಕ ಸರ್ಕಾರ [452, 1037, 488, 1044]
brand-name: ಹೊಸ ದಿಗಂತ [717, 37, 792, 57]
rate-row [29, 895, 127, 908]
lottery-second: 2nd Prize Rs: 1000000/- [360, 181, 468, 190]
zp-ref: ಸಂ: ಕಾಇಜಿಪಂ/ಟೆಂಡರ್/2024-25 ದಿನಾಂಕ: 01-02-2025 [364, 1072, 576, 1082]
lead-headline-1: ಕಾಡುವ ನೆನಪು ಉಳಿಸಿ [28, 81, 149, 101]
court2-case: ಪ್ರಕರಣ ಸಂಖ್ಯೆ: 18/2025 ಮುಂದಿನ ದಿನಾಂಕ: 27.02.2025 [597, 272, 679, 287]
lead-body-2: ಯಕ್ಷಗಾನದಲ್ಲಿ ಇವರು ಮಾಡುತ್ತಿದ್ದ ಪಾತ್ರ ವಿಭಿನ್ನ. ಪ್ರಾತಃಸ್ಮರಣೀಯರು, ರಂಗಸ್ಥಳದ ಕಲಾವಿದರು. ಪ್ರೇಕ್ಷಕರಿಗೆ ಸದಾ ನೆನಪಾಗುವ ಕಾಡು ರಾಮಣ್ಣ ಮನೆಯಲ್ಲಿ ಸಂಭ್ರಮದ ವಾತಾವರಣ. ಅವರಿಗೆ ಸನ್ಮಾನ, ಪುರಸ್ಕಾರಗಳು ಸಂದಿವೆ. [107, 191, 240, 222]
court-notice-case: ಓ.ಎಸ್.ಎಂ.ಸಿ. ನಂ.253/2024 [262, 260, 338, 267]
lottery-title-2: ಫಲಿತಾಂಶ ವಿವರ ಪ್ರಕಟ [360, 98, 457, 113]
yadgir-tender [586, 873, 916, 1233]
kkrtc-body: ವಿಜಯಪುರ ವಿಭಾಗದ ಘಟಕಗಳಲ್ಲಿ ವಾಹನ ಬಸ್ಸು ನಿಲ್ದಾಣಗಳಿಗೆ ಬಾಡಿ ಬಿಡಿ ಭಾಗ ಸರಬರಾಜು ಮಾಡಲು ಟೆಂಡರ್ ಆಹ್ವಾನಿಸಲಾಗಿದೆ. 1) ಆಫ್‌ಲೈನ್ ಟೆಂಡರ್ ಸಲ್ಲಿಸಲು ಕೊನೆಯ ದಿನಾಂಕ: 21.02.2025 ಸಂಜೆ 17.30 ಗಂಟೆ. 2) ಆನ್‌ಲೈನ್ ಮೂಲಕ ಇ-ಟೆಂಡರ್ ತೆರೆಯುವ ದಿನಾಂಕ: 24.02.2025. ಹೆಚ್ಚಿನ ಮಾಹಿತಿಗೆ https://kppp.karnataka.gov.in ವೆಬ್‌ಸೈಟ್ ನೋಡಿ. ದೂರವಾಣಿ: 7760992252. [138, 913, 352, 954]
lead-body-2b: ಯಕ್ಷಗಾನದಲ್ಲಿ ಇವರು ಮಾಡುತ್ತಿದ್ದ ಪಾತ್ರ ವಿಭಿನ್ನ. ಪ್ರಾತಃಸ್ಮರಣೀಯರು, ರಂಗಸ್ಥಳದ ಕಲಾವಿದರು. ಪ್ರೇಕ್ಷಕರಿಗೆ ಸದಾ ನೆನಪಾಗುವ ಕಾಡು ರಾಮಣ್ಣ ಮನೆಯಲ್ಲಿ ಸಂಭ್ರಮದ ವಾತಾವರಣ. ಅವರಿಗೆ ಸನ್ಮಾನ, ಪುರಸ್ಕಾರಗಳು ಸಂದಿವೆ. [28, 363, 240, 386]
auction-notice [360, 918, 580, 1028]
rates-title: ಪುತ್ತೂರು ಮಾರುಕಟ್ಟೆ ಧಾರಣೆ [29, 689, 127, 703]
rate-row-cell: 95 [101, 823, 127, 836]
biaapa-cell: 0-23 [394, 1327, 443, 1338]
yadgir-ref: ಸಂಖ್ಯೆ: ಕಾಇ/ಗ್ರಾಕುನೀಸನೈವಿ/ಯಾದ/ಟೆಂಡರ್: KKRDB/2024-25/645 ದಿನಾಂಕ: 03/02/2025 [590, 915, 912, 925]
brand-tagline: ರಾಷ್ಟ್ರ ಜಾಗೃತಿಯ ಪ್ರತೀಕ [731, 58, 777, 65]
udupi-sub: ಲೋ. ಇ. ಉಡುಪಿ ವಿಭಾಗ, ಉಡುಪಿ-576101. [720, 551, 892, 562]
rate-row-cell: 50 [76, 797, 102, 810]
lucky-prize-3: 3) ತೃತೀಯ ಬಹುಮಾನ 1818 [590, 177, 680, 186]
biaapa-header-cell: ಪರಿವರ್ತನೆ ಉದ್ದೇಶ [519, 1316, 575, 1327]
